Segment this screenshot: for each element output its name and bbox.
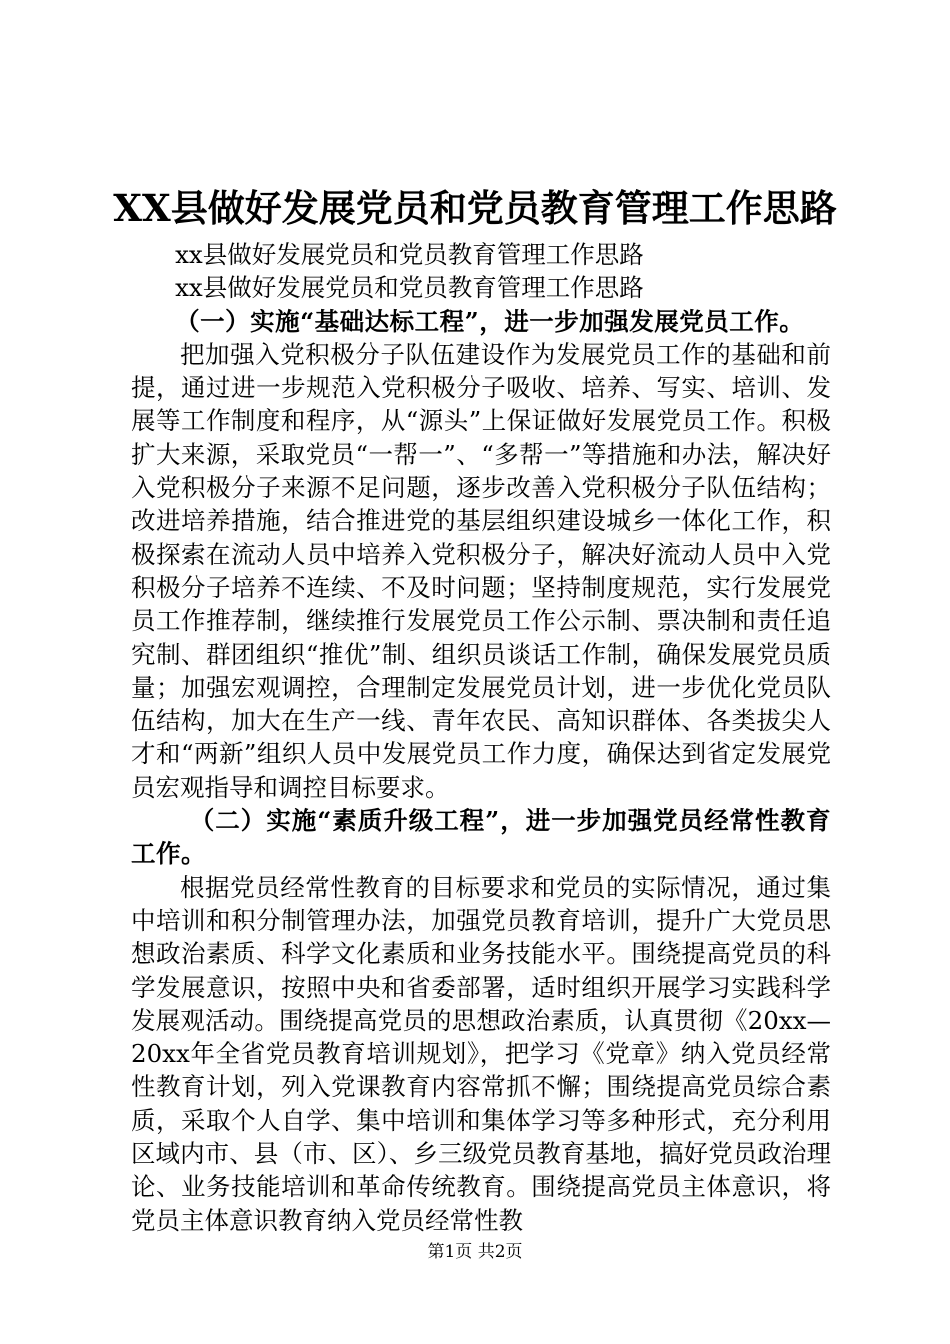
- document-title: XX县做好发展党员和党员教育管理工作思路: [113, 186, 837, 230]
- subtitle-line-2: xx县做好发展党员和党员教育管理工作思路: [175, 273, 644, 303]
- section-1-paragraph: 把加强入党积极分子队伍建设作为发展党员工作的基础和前提，通过进一步规范入党积极分子吸收、培养、写实、培训、发展等工作制度和程序，从“源头”上保证做好发展党员工作。积极扩大来源，采取党员“一帮一”、“多帮一”等措施和办法，解决好入党积极分子来源不足问题，逐步改善入党积极分子队伍结构；改进培养措施，结合推进党的基层组织建设城乡一体化工作，积极探索在流动人员中培养入党积极分子，解决好流动人员中入党积极分子培养不连续、不及时问题；坚持制度规范，实行发展党员工作推荐制，继续推行发展党员工作公示制、票决制和责任追究制、群团组织“推优”制、组织员谈话工作制，确保发展党员质量；加强宏观调控，合理制定发展党员计划，进一步优化党员队伍结构，加大在生产一线、青年农民、高知识群体、各类拔尖人才和“两新”组织人员中发展党员工作力度，确保达到省定发展党员宏观指导和调控目标要求。: [131, 339, 831, 802]
- document-body: [131, 238, 831, 1237]
- section-1-heading: （一）实施“基础达标工程”，进一步加强发展党员工作。: [175, 306, 805, 336]
- subtitle-line-1: xx县做好发展党员和党员教育管理工作思路: [175, 240, 644, 269]
- section-2-paragraph: 根据党员经常性教育的目标要求和党员的实际情况，通过集中培训和积分制管理办法，加强党员教育培训，提升广大党员思想政治素质、科学文化素质和业务技能水平。围绕提高党员的科学发展意识，按照中央和省委部署，适时组织开展学习实践科学发展观活动。围绕提高党员的思想政治素质，认真贯彻《20xx—20xx年全省党员教育培训规划》，把学习《党章》纳入党员经常性教育计划，列入党课教育内容常抓不懈；围绕提高党员综合素质，采取个人自学、集中培训和集体学习等多种形式，充分利用区域内市、县（市、区）、乡三级党员教育基地，搞好党员政治理论、业务技能培训和革命传统教育。围绕提高党员主体意识，将党员主体意识教育纳入党员经常性教: [131, 872, 831, 1235]
- page-number-footer: 第1页 共2页: [427, 1242, 523, 1262]
- section-2-heading: （二）实施“素质升级工程”，进一步加强党员经常性教育工作。: [131, 806, 831, 869]
